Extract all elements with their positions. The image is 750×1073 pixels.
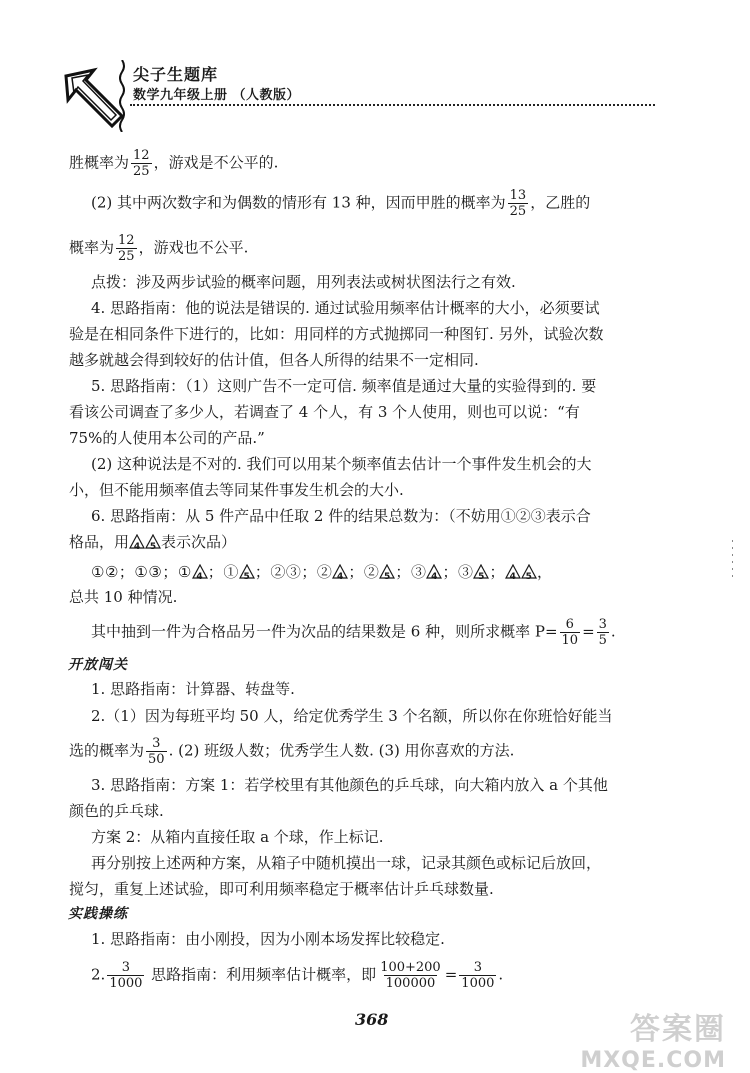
separator: ； <box>348 563 364 581</box>
section-heading: 开放闯关 <box>68 657 128 673</box>
text: 思路指南：利用频率估计概率，即 <box>146 965 377 984</box>
text-line <box>91 188 590 219</box>
triangle-label: 5 <box>384 572 391 582</box>
numerator: 3 <box>598 617 607 632</box>
text-line: 验是在相同条件下进行的，比如：用同样的方式抛掷同一种图钉. 另外，试验次数 <box>69 325 604 343</box>
text-line: 5. 思路指南：（1）这则广告不一定可信. 频率值是通过大量的实验得到的. 要 <box>91 377 597 395</box>
triangle-4-icon <box>192 564 208 582</box>
triangle-label: 4 <box>431 572 438 582</box>
pair: ③ <box>457 563 474 581</box>
separator: ； <box>301 563 317 581</box>
triangle-4-icon <box>505 564 521 582</box>
text: 其中抽到一件为合格品另一件为次品的结果数是 6 种，则所求概率 P= <box>91 622 558 641</box>
denominator: 25 <box>133 164 150 179</box>
denominator: 25 <box>509 204 527 219</box>
equals-sign: = <box>582 622 595 641</box>
numerator: 3 <box>121 960 130 975</box>
text-line: 点拨：涉及两步试验的概率问题，用列表法或树状图法行之有效. <box>91 273 516 291</box>
pair: ① <box>177 563 192 581</box>
text-line: 小，但不能用频率值去等同某件事发生机会的大小. <box>69 481 404 499</box>
text: . <box>610 622 616 641</box>
text-line: 1. 思路指南：计算器、转盘等. <box>91 680 295 698</box>
fraction <box>146 736 167 767</box>
text: ，乙胜的 <box>530 193 591 212</box>
triangle-label: 4 <box>133 542 141 552</box>
text: 2. <box>91 965 106 984</box>
separator: ； <box>207 563 224 581</box>
text-line: 搅匀，重复上述试验，即可利用频率稳定于概率估计乒乓球数量. <box>69 880 494 898</box>
fraction <box>116 233 137 264</box>
fraction <box>107 960 144 991</box>
triangle-5-icon <box>145 534 161 552</box>
scan-mark <box>731 540 734 580</box>
triangle-label: 5 <box>525 572 533 582</box>
pair: ① <box>223 563 239 581</box>
denominator: 25 <box>118 249 135 264</box>
numerator: 3 <box>152 736 161 751</box>
text: . <box>498 965 504 984</box>
fraction <box>378 960 443 991</box>
pair: ②③ <box>270 563 302 581</box>
separator: ； <box>118 563 135 581</box>
pair: ② <box>316 563 333 581</box>
header-dotted-rule <box>130 104 655 106</box>
text: 格品，用 <box>69 533 130 551</box>
text-line: 看该公司调查了多少人，若调查了 4 个人，有 3 个人使用，则也可以说：“有 <box>69 403 580 421</box>
text-line: 3. 思路指南：方案 1：若学校里有其他颜色的乒乓球，向大箱内放入 a 个其他 <box>91 776 608 794</box>
text-line: 1. 思路指南：由小刚投，因为小刚本场发挥比较稳定. <box>91 930 445 948</box>
triangle-label: 4 <box>196 572 204 582</box>
text: (2) 其中两次数字和为偶数的情形有 13 种，因而甲胜的概率为 <box>91 193 506 212</box>
text-line: 6. 思路指南：从 5 件产品中任取 2 件的结果总数为：（不妨用①②③表示合 <box>91 507 591 525</box>
book-subtitle: 数学九年级上册 （人教版） <box>133 88 301 103</box>
watermark-url: MXQE.COM <box>580 1048 726 1073</box>
book-title: 尖子生题库 <box>133 65 219 84</box>
triangle-label: 5 <box>149 542 157 552</box>
separator: ； <box>162 563 178 581</box>
denominator: 5 <box>598 633 607 648</box>
text: ，游戏也不公平. <box>138 238 249 257</box>
fraction <box>560 617 581 648</box>
watermark <box>576 1004 726 1073</box>
fraction <box>459 960 496 991</box>
text: . (2) 班级人数；优秀学生人数. (3) 用你喜欢的方法. <box>168 741 515 760</box>
text-line <box>69 233 248 264</box>
separator: ； <box>489 563 505 581</box>
numerator: 100+200 <box>380 960 441 975</box>
pairs-list <box>91 562 553 582</box>
triangle-label: 4 <box>509 572 517 582</box>
wavy-divider-icon <box>118 60 126 132</box>
numerator: 12 <box>118 233 135 248</box>
triangle-5-icon <box>239 564 255 582</box>
denominator: 50 <box>148 752 165 767</box>
triangle-label: 5 <box>478 572 485 582</box>
text: 选的概率为 <box>69 741 145 760</box>
fraction <box>508 188 529 219</box>
denominator: 1000 <box>109 976 143 991</box>
triangle-5-icon <box>521 564 537 582</box>
text-line: 75%的人使用本公司的产品.” <box>69 429 265 447</box>
pair: ② <box>363 563 380 581</box>
denominator: 1000 <box>461 976 495 991</box>
text: 概率为 <box>69 238 115 257</box>
text: 胜概率为 <box>69 153 130 172</box>
text-line: 越多就越会得到较好的估计值，但各人所得的结果不一定相同. <box>69 351 479 369</box>
triangle-4-icon <box>426 564 442 582</box>
separator: ； <box>254 563 271 581</box>
fraction <box>597 617 609 648</box>
text-line: 颜色的乒乓球. <box>69 802 164 820</box>
text-line: 方案 2：从箱内直接任取 a 个球，作上标记. <box>91 828 384 846</box>
equals-sign: = <box>444 965 458 984</box>
pair: ①② <box>91 563 119 581</box>
text-line <box>91 960 503 991</box>
triangle-4-icon <box>129 534 145 552</box>
watermark-logo-text: 答案圈 <box>630 1012 726 1047</box>
numerator: 3 <box>473 960 482 975</box>
pair: ①③ <box>134 563 163 581</box>
triangle-5-icon <box>379 564 395 582</box>
denominator: 100000 <box>385 976 436 991</box>
triangle-4-icon <box>332 564 348 582</box>
text-line <box>91 617 616 648</box>
separator: ； <box>442 563 458 581</box>
page-number: 368 <box>355 1010 389 1029</box>
text-line: 2.（1）因为每班平均 50 人，给定优秀学生 3 个名额，所以你在你班恰好能当 <box>91 707 613 725</box>
triangle-label: 5 <box>243 572 251 582</box>
text: ，游戏是不公平的. <box>153 153 279 172</box>
text-line <box>69 736 514 767</box>
text-line: 4. 思路指南：他的说法是错误的. 通过试验用频率估计概率的大小，必须要试 <box>91 299 600 317</box>
numerator: 6 <box>565 617 574 632</box>
numerator: 12 <box>133 148 150 163</box>
numerator: 13 <box>509 188 527 203</box>
text: 表示次品） <box>161 533 237 551</box>
text-line <box>69 148 278 179</box>
pair: ③ <box>410 563 427 581</box>
text-line: 总共 10 种情况. <box>69 588 178 606</box>
separator: ， <box>537 563 553 581</box>
text-line: 再分别按上述两种方案，从箱子中随机摸出一球，记录其颜色或标记后放回， <box>91 854 602 872</box>
triangle-label: 4 <box>337 572 344 582</box>
denominator: 10 <box>561 633 579 648</box>
text-line: (2) 这种说法是不对的. 我们可以用某个频率值去估计一个事件发生机会的大 <box>91 455 592 473</box>
text-line <box>69 532 236 552</box>
fraction <box>131 148 152 179</box>
arrow-logo-icon <box>64 66 126 128</box>
triangle-5-icon <box>473 564 489 582</box>
separator: ； <box>395 563 411 581</box>
section-heading: 实践操练 <box>68 906 128 922</box>
